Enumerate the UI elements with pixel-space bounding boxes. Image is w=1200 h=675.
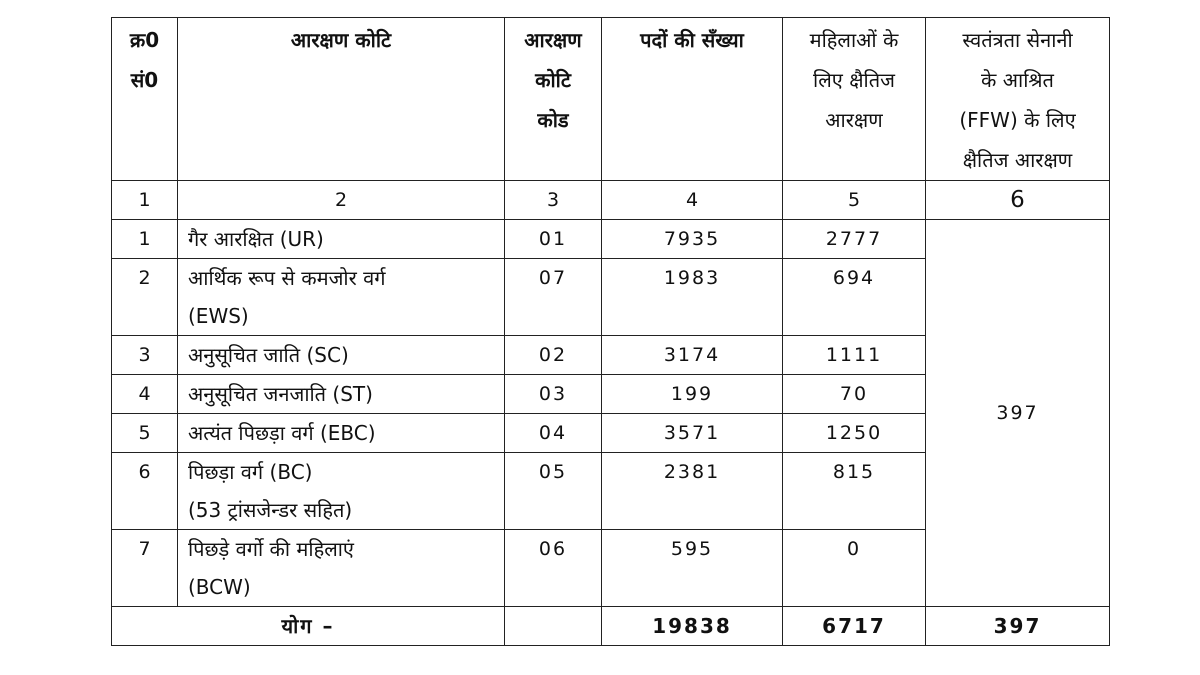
header-row <box>112 18 1110 181</box>
posts-cell: 595 <box>602 530 783 607</box>
serial-cell: 4 <box>112 375 178 414</box>
header-ffw-line: के आश्रित <box>981 68 1054 92</box>
header-category-label: आरक्षण कोटि <box>290 28 392 52</box>
column-index-cell: 4 <box>602 181 783 220</box>
women-cell: 694 <box>783 259 926 336</box>
serial-cell: 7 <box>112 530 178 607</box>
total-ffw: 397 <box>926 607 1110 646</box>
column-index-cell: 6 <box>926 181 1110 220</box>
total-women: 6717 <box>783 607 926 646</box>
total-row <box>112 607 1110 646</box>
category-text: (EWS) <box>188 304 249 328</box>
category-text: अत्यंत पिछड़ा वर्ग (EBC) <box>188 421 376 445</box>
posts-cell: 199 <box>602 375 783 414</box>
column-index-cell: 1 <box>112 181 178 220</box>
column-index-row <box>112 181 1110 220</box>
header-women-line: महिलाओं के <box>809 28 899 52</box>
ffw-merged-cell: 397 <box>926 220 1110 607</box>
code-cell: 07 <box>505 259 602 336</box>
serial-cell: 2 <box>112 259 178 336</box>
header-ffw <box>926 18 1110 181</box>
header-ffw-line: क्षैतिज आरक्षण <box>962 148 1073 172</box>
header-women-line: लिए क्षैतिज <box>813 68 895 92</box>
header-women <box>783 18 926 181</box>
code-cell: 04 <box>505 414 602 453</box>
code-cell: 01 <box>505 220 602 259</box>
category-cell <box>178 220 505 259</box>
women-cell: 2777 <box>783 220 926 259</box>
header-posts-label: पदों की सँख्या <box>640 28 744 52</box>
serial-cell: 5 <box>112 414 178 453</box>
reservation-table <box>111 17 1110 646</box>
column-index-cell: 5 <box>783 181 926 220</box>
category-cell <box>178 375 505 414</box>
code-cell: 05 <box>505 453 602 530</box>
code-cell: 06 <box>505 530 602 607</box>
reservation-table-container <box>111 17 1109 646</box>
total-code-empty <box>505 607 602 646</box>
code-cell: 02 <box>505 336 602 375</box>
column-index-cell: 3 <box>505 181 602 220</box>
women-cell: 815 <box>783 453 926 530</box>
header-code-line: कोटि <box>535 68 571 92</box>
category-text: आर्थिक रूप से कमजोर वर्ग <box>188 266 386 290</box>
category-text: अनुसूचित जनजाति (ST) <box>188 382 373 406</box>
posts-cell: 2381 <box>602 453 783 530</box>
category-cell <box>178 336 505 375</box>
total-posts: 19838 <box>602 607 783 646</box>
header-ffw-line: स्वतंत्रता सेनानी <box>962 28 1073 52</box>
category-cell <box>178 453 505 530</box>
total-label: योग – <box>112 607 505 646</box>
header-women-line: आरक्षण <box>825 108 883 132</box>
category-text: पिछड़ा वर्ग (BC) <box>188 460 313 484</box>
category-text: अनुसूचित जाति (SC) <box>188 343 349 367</box>
header-code <box>505 18 602 181</box>
category-cell <box>178 259 505 336</box>
code-cell: 03 <box>505 375 602 414</box>
header-serial-line: सं0 <box>130 68 159 92</box>
header-serial <box>112 18 178 181</box>
column-index-cell: 2 <box>178 181 505 220</box>
header-posts <box>602 18 783 181</box>
header-code-line: आरक्षण <box>524 28 582 52</box>
serial-cell: 1 <box>112 220 178 259</box>
category-cell <box>178 530 505 607</box>
header-ffw-line: (FFW) के लिए <box>959 108 1076 132</box>
women-cell: 0 <box>783 530 926 607</box>
category-text: (53 ट्रांसजेन्डर सहित) <box>188 498 353 522</box>
category-text: गैर आरक्षित (UR) <box>188 227 324 251</box>
posts-cell: 3174 <box>602 336 783 375</box>
category-text: (BCW) <box>188 575 251 599</box>
posts-cell: 1983 <box>602 259 783 336</box>
women-cell: 70 <box>783 375 926 414</box>
header-serial-line: क्र0 <box>129 28 160 52</box>
women-cell: 1111 <box>783 336 926 375</box>
posts-cell: 7935 <box>602 220 783 259</box>
women-cell: 1250 <box>783 414 926 453</box>
header-category <box>178 18 505 181</box>
serial-cell: 3 <box>112 336 178 375</box>
category-text: पिछड़े वर्गो की महिलाएं <box>188 537 354 561</box>
posts-cell: 3571 <box>602 414 783 453</box>
serial-cell: 6 <box>112 453 178 530</box>
header-code-line: कोड <box>537 108 569 132</box>
category-cell <box>178 414 505 453</box>
table-row <box>112 220 1110 259</box>
